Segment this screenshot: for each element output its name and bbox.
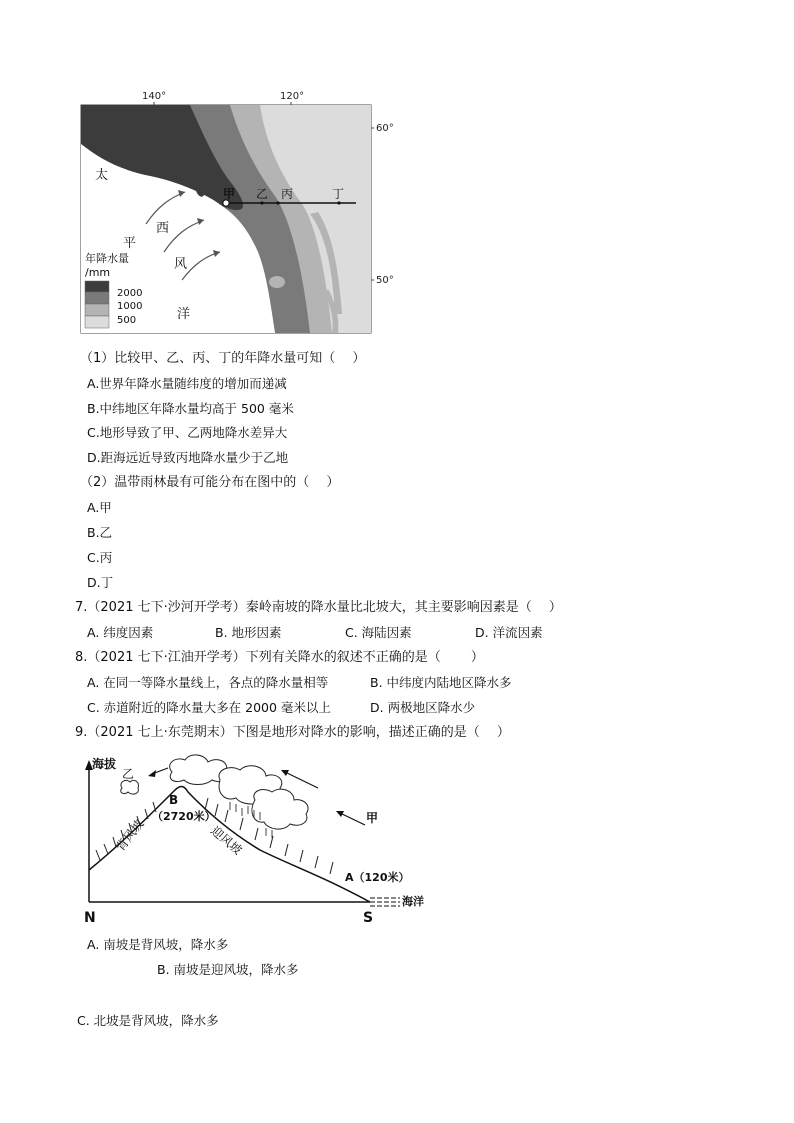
point-yi: 乙 — [256, 187, 269, 201]
q6-sub2-stem: （2）温带雨林最有可能分布在图中的（ ） — [80, 475, 340, 490]
point-a-label: A（120米） — [345, 871, 410, 884]
q6-sub2-option-c[interactable]: C.丙 — [87, 550, 113, 565]
peak-label-b: B — [169, 793, 179, 807]
q6-sub2-option-a[interactable]: A.甲 — [87, 500, 112, 515]
air-label-jia: 甲 — [366, 811, 379, 825]
q9-stem: 9.（2021 七上·东莞期末）下图是地形对降水的影响，描述正确的是（ ） — [75, 725, 510, 740]
legend-swatch-1000 — [85, 292, 109, 304]
q9-option-c[interactable]: C. 北坡是背风坡，降水多 — [77, 1013, 219, 1028]
q6-sub1-stem: （1）比较甲、乙、丙、丁的年降水量可知（ ） — [80, 351, 366, 366]
legend-value-1000: 1000 — [117, 301, 143, 312]
peak-height: （2720米） — [152, 810, 216, 823]
legend-unit: /mm — [85, 266, 111, 279]
point-bing: 丙 — [281, 187, 294, 201]
q7-stem: 7.（2021 七下·沙河开学考）秦岭南坡的降水量比北坡大，其主要影响因素是（ ） — [75, 600, 562, 615]
q6-sub1-option-d[interactable]: D.距海远近导致丙地降水量少于乙地 — [87, 450, 289, 465]
legend-swatch-500 — [85, 304, 109, 316]
lon-label-140: 140° — [142, 91, 167, 102]
windward-slope-label: 迎风坡 — [208, 823, 245, 858]
q8-option-c[interactable]: C. 赤道附近的降水量大多在 2000 毫米以上 — [87, 700, 331, 715]
q6-sub2-option-d[interactable]: D.丁 — [87, 575, 114, 590]
legend-title: 年降水量 — [85, 252, 129, 265]
orographic-rain-diagram — [80, 750, 440, 925]
q6-sub1-option-b[interactable]: B.中纬地区年降水量均高于 500 毫米 — [87, 401, 294, 416]
lat-label-60: 60° — [376, 123, 394, 134]
north-label: N — [84, 910, 96, 925]
lat-label-50: 50° — [376, 275, 394, 286]
q7-option-a[interactable]: A. 纬度因素 — [87, 625, 154, 640]
wind-char-feng: 风 — [174, 257, 188, 272]
q9-option-b[interactable]: B. 南坡是迎风坡，降水多 — [157, 962, 299, 977]
air-label-yi: 乙 — [122, 767, 135, 781]
legend-swatch-2000 — [85, 281, 109, 292]
q8-option-b[interactable]: B. 中纬度内陆地区降水多 — [370, 675, 512, 690]
leeward-slope-label: 背风坡 — [113, 816, 147, 854]
q6-sub1-option-c[interactable]: C.地形导致了甲、乙两地降水差异大 — [87, 425, 288, 440]
wind-char-xi: 西 — [156, 221, 170, 236]
south-label: S — [363, 910, 374, 925]
sea-label: 海洋 — [402, 895, 424, 908]
q6-sub2-option-b[interactable]: B.乙 — [87, 525, 113, 540]
q7-option-d[interactable]: D. 洋流因素 — [475, 625, 543, 640]
q9-option-a[interactable]: A. 南坡是背风坡，降水多 — [87, 937, 229, 952]
q8-option-a[interactable]: A. 在同一等降水量线上，各点的降水量相等 — [87, 675, 329, 690]
q8-option-d[interactable]: D. 两极地区降水少 — [370, 700, 476, 715]
q7-option-c[interactable]: C. 海陆因素 — [345, 625, 412, 640]
point-jia: 甲 — [223, 187, 236, 201]
legend-swatch-low — [85, 316, 109, 328]
q7-option-b[interactable]: B. 地形因素 — [215, 625, 282, 640]
lon-label-120: 120° — [280, 91, 305, 102]
altitude-axis-label: 海拔 — [92, 757, 117, 771]
legend-value-2000: 2000 — [117, 288, 143, 299]
legend-value-500: 500 — [117, 315, 137, 326]
q6-sub1-option-a[interactable]: A.世界年降水量随纬度的增加而递减 — [87, 376, 287, 391]
ocean-char-tai: 太 — [95, 168, 109, 183]
ocean-char-ping: 平 — [123, 236, 137, 251]
point-ding: 丁 — [332, 187, 345, 201]
precipitation-map — [70, 84, 410, 339]
ocean-char-yang: 洋 — [177, 307, 191, 322]
q8-stem: 8.（2021 七下·江油开学考）下列有关降水的叙述不正确的是（ ） — [75, 650, 484, 665]
